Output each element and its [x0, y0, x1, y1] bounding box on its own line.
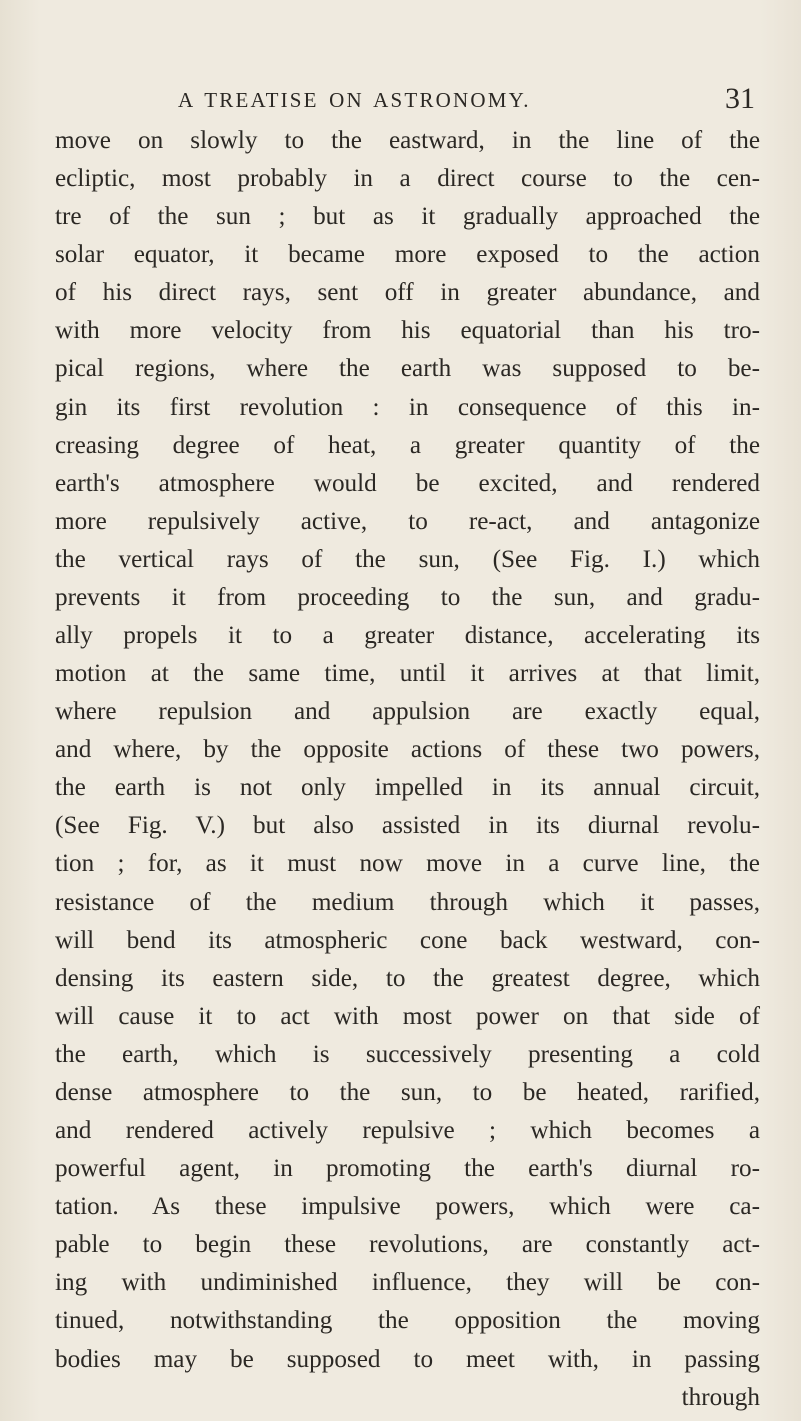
- running-head-title: A TREATISE ON ASTRONOMY.: [178, 88, 531, 112]
- text-line: the vertical rays of the sun, (See Fig. I.) which: [55, 545, 760, 573]
- text-line: gin its first revolution : in consequence of this in-: [55, 393, 760, 421]
- running-head: [0, 82, 801, 122]
- text-line: ally propels it to a greater distance, accelerating its: [55, 622, 760, 650]
- text-line: tre of the sun ; but as it gradually approached the: [55, 203, 760, 231]
- page-number: 31: [725, 82, 755, 115]
- text-line: densing its eastern side, to the greatest degree, which: [55, 964, 760, 992]
- text-line: ing with undiminished influence, they will be con-: [55, 1269, 760, 1297]
- text-line: tation. As these impulsive powers, which were ca-: [55, 1193, 760, 1221]
- text-line: tinued, notwithstanding the opposition the moving: [55, 1307, 760, 1335]
- text-line: the earth is not only impelled in its annual circuit,: [55, 774, 760, 802]
- text-line: the earth, which is successively presenting a cold: [55, 1040, 760, 1068]
- text-line: bodies may be supposed to meet with, in passing: [55, 1345, 760, 1373]
- text-line: pable to begin these revolutions, are constantly act-: [55, 1231, 760, 1259]
- text-line: of his direct rays, sent off in greater abundance, and: [55, 279, 760, 307]
- text-line: resistance of the medium through which it passes,: [55, 888, 760, 916]
- text-line: powerful agent, in promoting the earth's diurnal ro-: [55, 1155, 760, 1183]
- text-line: and where, by the opposite actions of these two powers,: [55, 736, 760, 764]
- text-line: with more velocity from his equatorial than his tro-: [55, 317, 760, 345]
- text-line: earth's atmosphere would be excited, and rendered: [55, 469, 760, 497]
- text-line: creasing degree of heat, a greater quantity of the: [55, 431, 760, 459]
- text-line: will cause it to act with most power on that side of: [55, 1002, 760, 1030]
- text-line: ecliptic, most probably in a direct course to the cen-: [55, 165, 760, 193]
- text-line: prevents it from proceeding to the sun, and gradu-: [55, 583, 760, 611]
- text-line: where repulsion and appulsion are exactly equal,: [55, 698, 760, 726]
- text-line: dense atmosphere to the sun, to be heated, rarified,: [55, 1078, 760, 1106]
- catchword: through: [681, 1383, 760, 1411]
- text-line: and rendered actively repulsive ; which becomes a: [55, 1117, 760, 1145]
- text-line: motion at the same time, until it arrives at that limit,: [55, 660, 760, 688]
- text-line: pical regions, where the earth was supposed to be-: [55, 355, 760, 383]
- text-line: more repulsively active, to re-act, and antagonize: [55, 507, 760, 535]
- text-line: tion ; for, as it must now move in a curve line, the: [55, 850, 760, 878]
- text-line: will bend its atmospheric cone back westward, con-: [55, 926, 760, 954]
- text-line: (See Fig. V.) but also assisted in its diurnal revolu-: [55, 812, 760, 840]
- text-line: move on slowly to the eastward, in the line of the: [55, 127, 760, 154]
- body-text: [55, 122, 760, 1417]
- text-line: solar equator, it became more exposed to the action: [55, 241, 760, 269]
